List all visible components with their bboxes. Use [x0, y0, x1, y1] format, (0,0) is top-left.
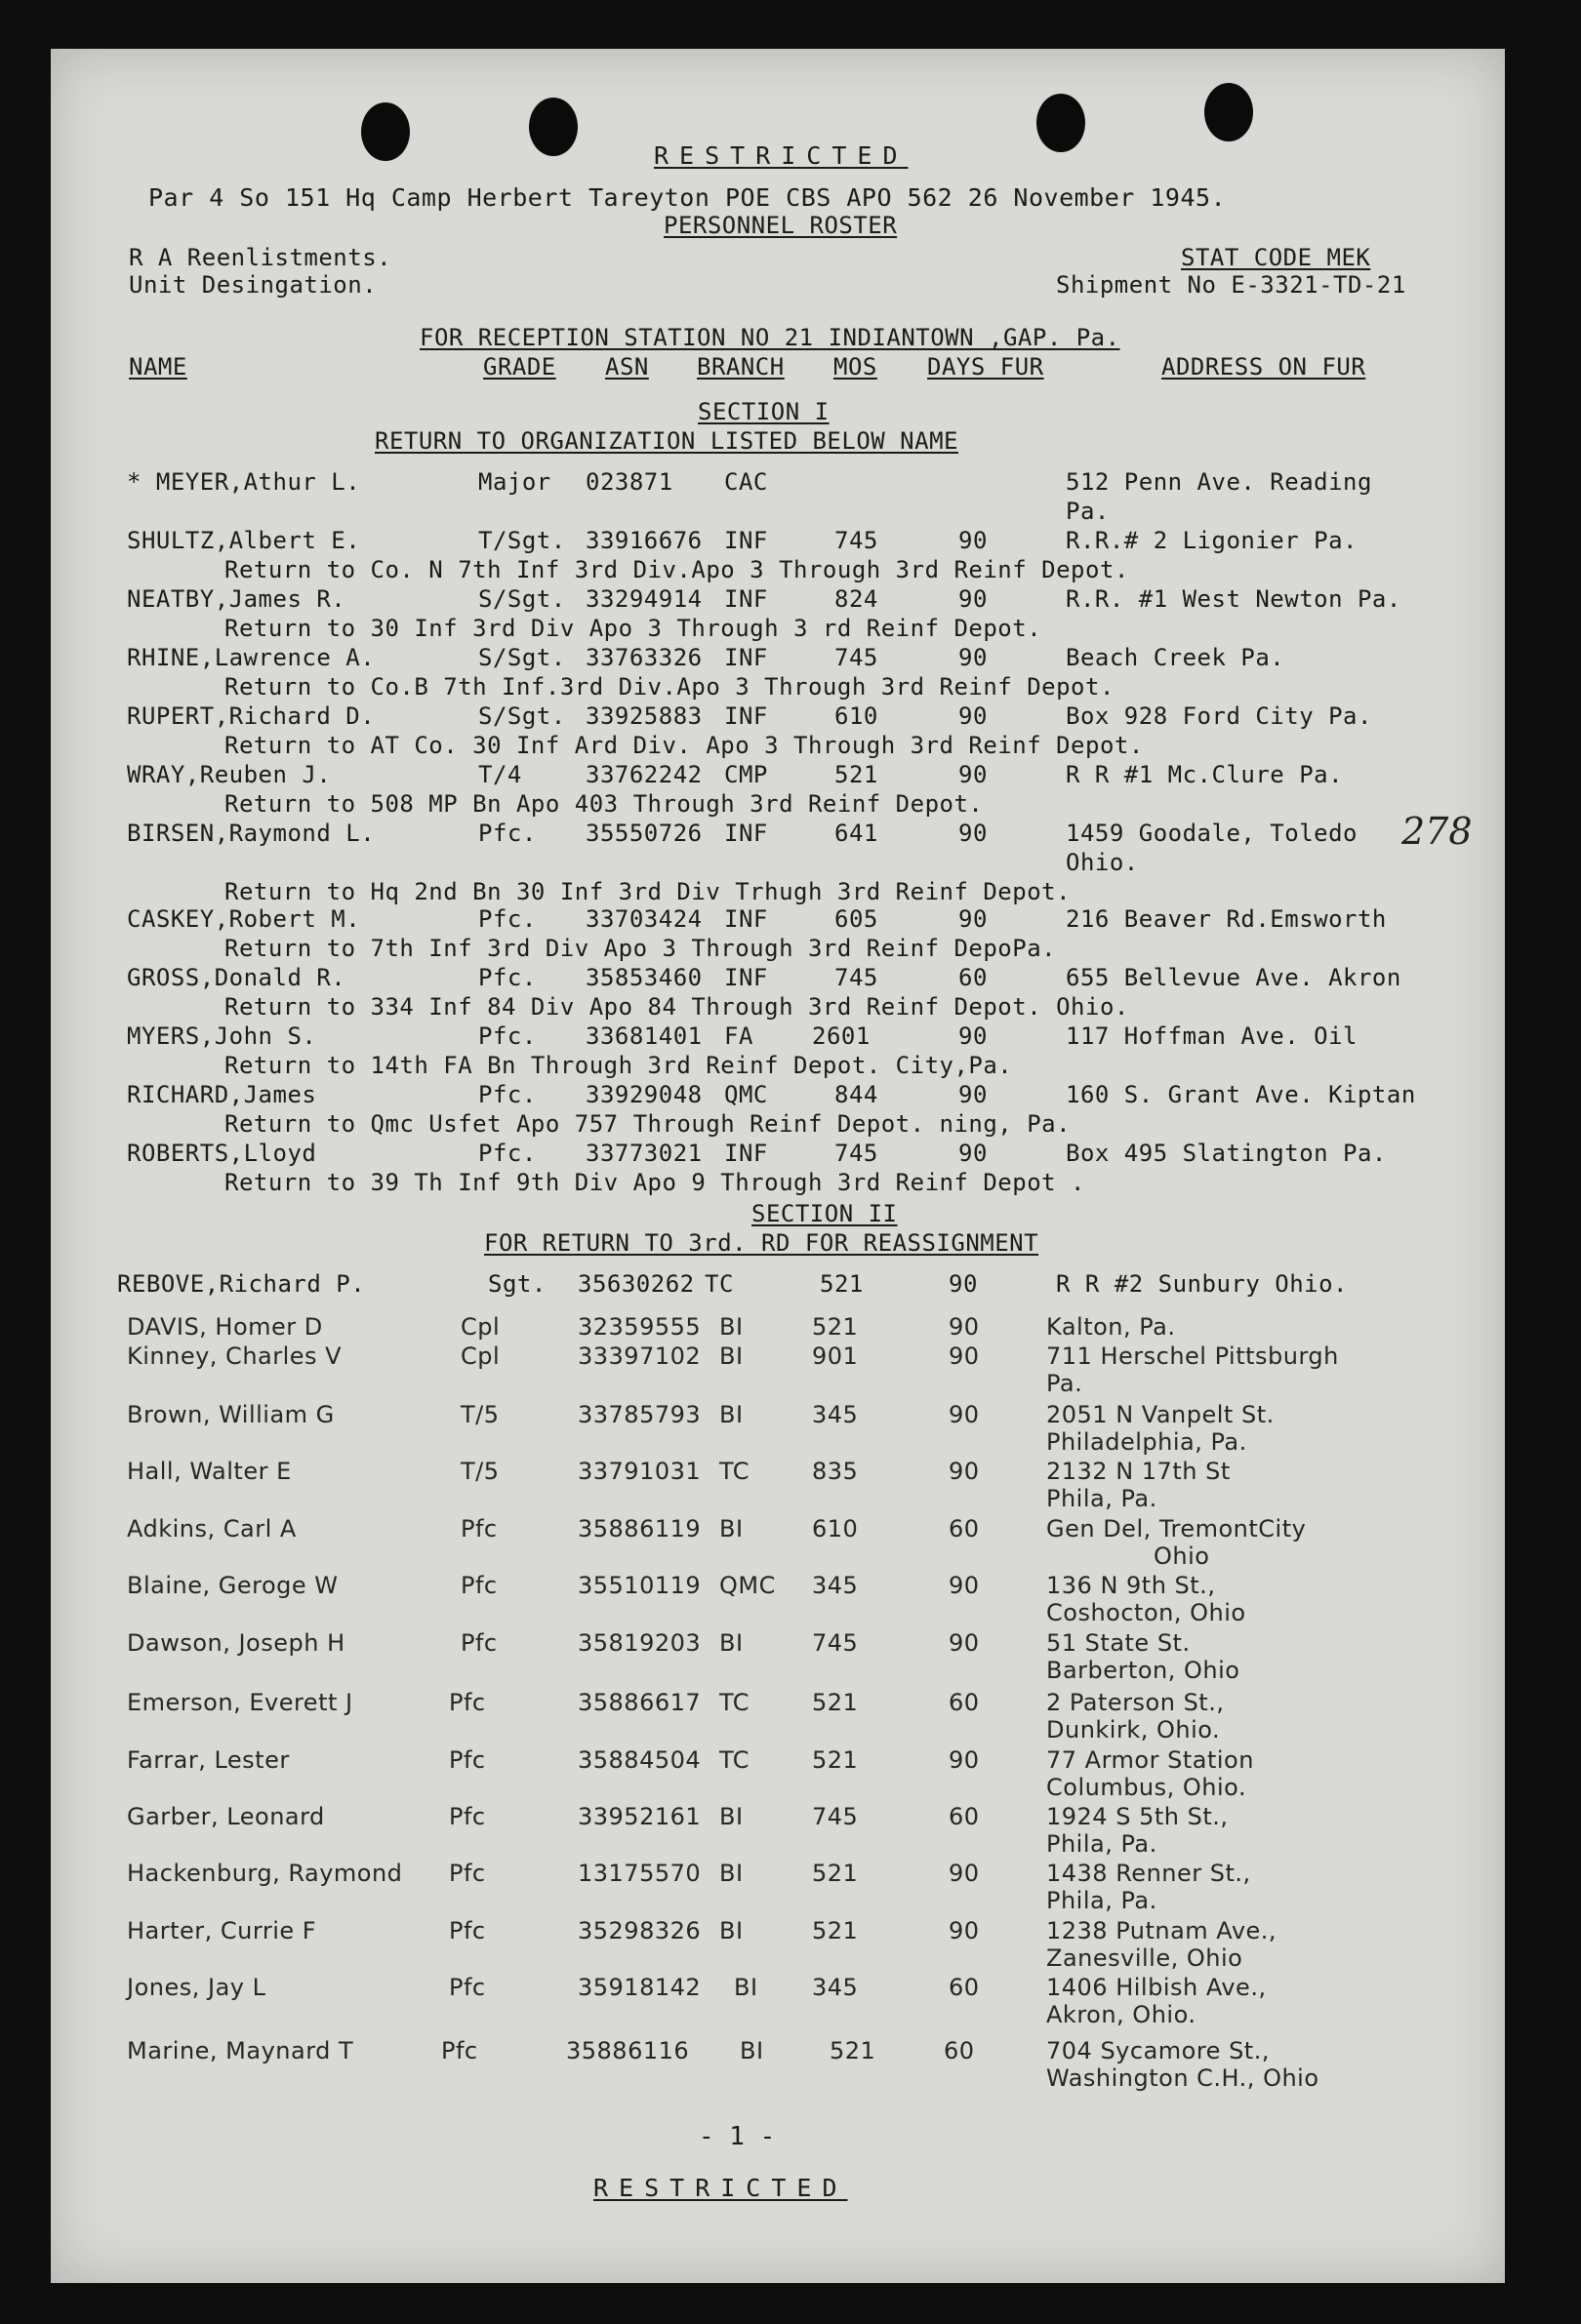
member-address: 117 Hoffman Ave. Oil	[1066, 1022, 1358, 1050]
restricted-header: RESTRICTED	[654, 141, 909, 170]
member-name: ROBERTS,Lloyd	[127, 1140, 317, 1167]
roster-row	[51, 1919, 1505, 1978]
member-address: R.R.# 2 Ligonier Pa.	[1066, 527, 1358, 554]
punch-hole	[529, 98, 578, 156]
member-address: 160 S. Grant Ave. Kiptan	[1066, 1081, 1416, 1108]
member-grade: Pfc.	[478, 964, 537, 991]
member-days: 60	[949, 1515, 980, 1543]
roster-row	[51, 1976, 1505, 2034]
member-asn: 35298326	[578, 1917, 702, 1944]
unit-designation-label: Unit Desingation.	[129, 271, 378, 299]
member-name: WRAY,Reuben J.	[127, 761, 332, 788]
member-days: 90	[958, 1081, 988, 1108]
reenlistments-label: R A Reenlistments.	[129, 244, 392, 271]
member-grade: Pfc	[449, 1803, 486, 1830]
member-address-line2: Zanesville, Ohio	[1046, 1944, 1243, 1972]
member-days: 90	[958, 1022, 988, 1050]
roster-row	[51, 1403, 1505, 1462]
member-mos: 521	[812, 1917, 859, 1944]
roster-row	[51, 2039, 1505, 2098]
member-grade: Cpl	[461, 1342, 501, 1370]
member-address: 51 State St.	[1046, 1629, 1191, 1657]
member-address: Beach Creek Pa.	[1066, 644, 1285, 671]
column-days-fur: DAYS FUR	[927, 353, 1044, 381]
member-days: 60	[944, 2037, 975, 2064]
member-address-line2: Dunkirk, Ohio.	[1046, 1716, 1221, 1743]
member-grade: Pfc.	[478, 1140, 537, 1167]
roster-row	[51, 966, 1505, 1024]
reception-station: FOR RECEPTION STATION NO 21 INDIANTOWN ,GAP. Pa.	[420, 324, 1120, 351]
member-asn: 13175570	[578, 1860, 702, 1887]
member-mos: 824	[834, 585, 878, 613]
restricted-footer: RESTRICTED	[593, 2174, 848, 2202]
member-grade: Sgt.	[488, 1270, 547, 1298]
member-address: 1924 S 5th St.,	[1046, 1803, 1229, 1830]
member-asn: 35884504	[578, 1746, 702, 1774]
roster-row	[51, 1344, 1505, 1403]
member-address-line2: Pa.	[1066, 498, 1110, 525]
member-days: 90	[958, 1140, 988, 1167]
member-branch: QMC	[719, 1572, 776, 1599]
member-name: Blaine, Geroge W	[127, 1572, 339, 1599]
roster-row	[51, 587, 1505, 646]
member-name: Emerson, Everett J	[127, 1689, 353, 1716]
member-grade: Pfc	[441, 2037, 478, 2064]
member-mos: 610	[812, 1515, 859, 1543]
member-mos: 521	[820, 1270, 864, 1298]
section-2-title: SECTION II	[751, 1200, 898, 1227]
member-name: Adkins, Carl A	[127, 1515, 297, 1543]
member-days: 90	[958, 761, 988, 788]
member-grade: Pfc	[461, 1515, 498, 1543]
document-page	[51, 49, 1505, 2283]
member-address-line2: Barberton, Ohio	[1046, 1657, 1240, 1684]
handwritten-margin-number: 278	[1401, 810, 1473, 853]
member-mos: 521	[812, 1860, 859, 1887]
member-name: Marine, Maynard T	[127, 2037, 354, 2064]
member-days: 90	[949, 1746, 980, 1774]
member-asn: 35630262	[578, 1270, 695, 1298]
member-grade: Pfc	[449, 1746, 486, 1774]
return-instruction: Return to 334 Inf 84 Div Apo 84 Through 3rd Reinf Depot. Ohio.	[224, 993, 1129, 1021]
member-days: 90	[958, 644, 988, 671]
member-days: 90	[958, 527, 988, 554]
member-mos: 745	[812, 1629, 859, 1657]
member-days: 90	[949, 1572, 980, 1599]
column-grade: GRADE	[483, 353, 556, 381]
member-grade: Major	[478, 468, 551, 496]
roster-title: PERSONNEL ROSTER	[664, 212, 898, 239]
member-grade: Pfc.	[478, 820, 537, 847]
roster-row	[51, 1805, 1505, 1863]
column-asn: ASN	[605, 353, 649, 381]
member-name: Hackenburg, Raymond	[127, 1860, 403, 1887]
member-asn: 33703424	[586, 905, 703, 933]
member-name: MYERS,John S.	[127, 1022, 317, 1050]
member-address: Box 495 Slatington Pa.	[1066, 1140, 1387, 1167]
return-instruction: Return to 508 MP Bn Apo 403 Through 3rd Reinf Depot.	[224, 790, 984, 818]
roster-row	[51, 1024, 1505, 1083]
roster-row	[51, 1691, 1505, 1749]
member-address-line2: Pa.	[1046, 1370, 1083, 1397]
return-instruction: Return to Qmc Usfet Apo 757 Through Reinf Depot. ning, Pa.	[224, 1110, 1072, 1138]
member-asn: 33397102	[578, 1342, 702, 1370]
member-days: 60	[958, 964, 988, 991]
member-branch: CMP	[724, 761, 768, 788]
roster-row	[51, 1748, 1505, 1807]
member-grade: Pfc.	[478, 1081, 537, 1108]
roster-row	[51, 763, 1505, 821]
member-grade: T/5	[461, 1401, 500, 1428]
member-address: Box 928 Ford City Pa.	[1066, 702, 1372, 730]
member-mos: 641	[834, 820, 878, 847]
punch-hole	[1036, 94, 1085, 152]
member-asn: 35853460	[586, 964, 703, 991]
order-line: Par 4 So 151 Hq Camp Herbert Tareyton POE CBS APO 562 26 November 1945.	[148, 183, 1227, 212]
member-days: 90	[958, 905, 988, 933]
roster-row	[51, 1460, 1505, 1518]
member-address: 77 Armor Station	[1046, 1746, 1254, 1774]
member-mos: 345	[812, 1572, 859, 1599]
member-name: SHULTZ,Albert E.	[127, 527, 361, 554]
roster-row	[51, 1574, 1505, 1632]
member-address-line2: Coshocton, Ohio	[1046, 1599, 1246, 1626]
member-grade: Pfc	[449, 1860, 486, 1887]
member-mos: 745	[834, 964, 878, 991]
member-address: 512 Penn Ave. Reading	[1066, 468, 1372, 496]
member-branch: INF	[724, 702, 768, 730]
member-branch: BI	[719, 1515, 744, 1543]
member-grade: T/4	[478, 761, 522, 788]
member-days: 90	[949, 1860, 980, 1887]
member-name: Harter, Currie F	[127, 1917, 317, 1944]
member-asn: 35550726	[586, 820, 703, 847]
member-grade: Pfc	[449, 1689, 486, 1716]
roster-row	[51, 907, 1505, 966]
page-number: - 1 -	[699, 2122, 776, 2151]
member-asn: 35918142	[578, 1974, 702, 2001]
member-asn: 33916676	[586, 527, 703, 554]
member-branch: INF	[724, 964, 768, 991]
member-branch: BI	[719, 1342, 744, 1370]
member-asn: 33773021	[586, 1140, 703, 1167]
stat-code: STAT CODE MEK	[1181, 244, 1371, 271]
member-mos: 521	[812, 1313, 859, 1341]
member-days: 90	[949, 1917, 980, 1944]
member-branch: INF	[724, 644, 768, 671]
member-asn: 023871	[586, 468, 673, 496]
member-branch: CAC	[724, 468, 768, 496]
member-mos: 745	[812, 1803, 859, 1830]
member-branch: INF	[724, 527, 768, 554]
roster-row	[51, 821, 1505, 909]
member-address: 1406 Hilbish Ave.,	[1046, 1974, 1267, 2001]
member-grade: Pfc	[449, 1974, 486, 2001]
return-instruction: Return to 7th Inf 3rd Div Apo 3 Through 3rd Reinf DepoPa.	[224, 935, 1057, 962]
member-name: DAVIS, Homer D	[127, 1313, 323, 1341]
section-2-subtitle: FOR RETURN TO 3rd. RD FOR REASSIGNMENT	[484, 1229, 1039, 1257]
column-address: ADDRESS ON FUR	[1161, 353, 1366, 381]
member-days: 60	[949, 1974, 980, 2001]
member-branch: INF	[724, 820, 768, 847]
member-address: 1238 Putnam Ave.,	[1046, 1917, 1277, 1944]
member-asn: 33681401	[586, 1022, 703, 1050]
member-name: Jones, Jay L	[127, 1974, 266, 2001]
member-grade: Pfc	[461, 1629, 498, 1657]
member-grade: S/Sgt.	[478, 644, 566, 671]
member-address: 216 Beaver Rd.Emsworth	[1066, 905, 1387, 933]
member-mos: 521	[834, 761, 878, 788]
member-mos: 610	[834, 702, 878, 730]
member-mos: 345	[812, 1401, 859, 1428]
member-days: 90	[949, 1313, 980, 1341]
member-address-line2: Phila, Pa.	[1046, 1830, 1157, 1858]
member-branch: BI	[719, 1401, 744, 1428]
column-name: NAME	[129, 353, 187, 381]
section-1-subtitle: RETURN TO ORGANIZATION LISTED BELOW NAME	[375, 427, 958, 455]
member-mos: 835	[812, 1458, 859, 1485]
member-days: 90	[958, 702, 988, 730]
member-name: Kinney, Charles V	[127, 1342, 343, 1370]
member-name: RUPERT,Richard D.	[127, 702, 376, 730]
return-instruction: Return to Hq 2nd Bn 30 Inf 3rd Div Trhugh 3rd Reinf Depot.	[224, 878, 1072, 905]
roster-row	[51, 470, 1505, 529]
member-address: 1438 Renner St.,	[1046, 1860, 1251, 1887]
member-asn: 35886116	[566, 2037, 690, 2064]
member-grade: S/Sgt.	[478, 702, 566, 730]
member-mos: 345	[812, 1974, 859, 2001]
member-name: BIRSEN,Raymond L.	[127, 820, 376, 847]
member-grade: S/Sgt.	[478, 585, 566, 613]
member-grade: Pfc.	[478, 1022, 537, 1050]
member-grade: T/5	[461, 1458, 500, 1485]
roster-row	[51, 646, 1505, 704]
member-days: 90	[949, 1401, 980, 1428]
member-address: 655 Bellevue Ave. Akron	[1066, 964, 1401, 991]
member-days: 60	[949, 1803, 980, 1830]
member-branch: TC	[705, 1270, 734, 1298]
member-address: 711 Herschel Pittsburgh	[1046, 1342, 1339, 1370]
return-instruction: Return to Co. N 7th Inf 3rd Div.Apo 3 Through 3rd Reinf Depot.	[224, 556, 1129, 583]
member-days: 90	[949, 1342, 980, 1370]
member-days: 90	[958, 585, 988, 613]
member-name: CASKEY,Robert M.	[127, 905, 361, 933]
member-branch: BI	[719, 1629, 744, 1657]
roster-row	[51, 704, 1505, 763]
member-asn: 33952161	[578, 1803, 702, 1830]
member-address: 2 Paterson St.,	[1046, 1689, 1225, 1716]
member-branch: BI	[719, 1313, 744, 1341]
member-asn: 35510119	[578, 1572, 702, 1599]
column-mos: MOS	[833, 353, 877, 381]
member-asn: 33294914	[586, 585, 703, 613]
member-mos: 745	[834, 1140, 878, 1167]
member-name: Farrar, Lester	[127, 1746, 290, 1774]
member-address: 1459 Goodale, Toledo	[1066, 820, 1358, 847]
member-grade: Pfc	[461, 1572, 498, 1599]
member-asn: 35886617	[578, 1689, 702, 1716]
shipment-number: Shipment No E-3321-TD-21	[1056, 271, 1406, 299]
member-asn: 33762242	[586, 761, 703, 788]
member-days: 90	[958, 820, 988, 847]
roster-row	[51, 1083, 1505, 1142]
member-name: RICHARD,James	[127, 1081, 317, 1108]
member-grade: Pfc.	[478, 905, 537, 933]
member-grade: T/Sgt.	[478, 527, 566, 554]
member-address-line2: Columbus, Ohio.	[1046, 1774, 1247, 1801]
member-branch: BI	[719, 1917, 744, 1944]
member-name: GROSS,Donald R.	[127, 964, 346, 991]
member-grade: Cpl	[461, 1313, 501, 1341]
section-1-title: SECTION I	[698, 398, 830, 425]
member-branch: FA	[724, 1022, 753, 1050]
member-days: 90	[949, 1629, 980, 1657]
member-mos: 521	[812, 1689, 859, 1716]
member-branch: BI	[719, 1860, 744, 1887]
member-address-line2: Ohio	[1154, 1543, 1210, 1570]
member-branch: TC	[719, 1458, 750, 1485]
member-asn: 33791031	[578, 1458, 702, 1485]
member-address: R.R. #1 West Newton Pa.	[1066, 585, 1401, 613]
member-branch: INF	[724, 905, 768, 933]
member-asn: 33929048	[586, 1081, 703, 1108]
member-address: R R #2 Sunbury Ohio.	[1056, 1270, 1348, 1298]
member-address: Kalton, Pa.	[1046, 1313, 1176, 1341]
member-branch: TC	[719, 1746, 750, 1774]
member-branch: BI	[719, 1803, 744, 1830]
member-days: 90	[949, 1270, 978, 1298]
member-grade: Pfc	[449, 1917, 486, 1944]
member-asn: 32359555	[578, 1313, 702, 1341]
return-instruction: Return to AT Co. 30 Inf Ard Div. Apo 3 Through 3rd Reinf Depot.	[224, 732, 1144, 759]
member-asn: 35886119	[578, 1515, 702, 1543]
member-name: NEATBY,James R.	[127, 585, 346, 613]
member-name: Brown, William G	[127, 1401, 335, 1428]
member-address: 2051 N Vanpelt St.	[1046, 1401, 1275, 1428]
return-instruction: Return to 30 Inf 3rd Div Apo 3 Through 3 rd Reinf Depot.	[224, 615, 1042, 642]
member-branch: TC	[719, 1689, 750, 1716]
member-asn: 33763326	[586, 644, 703, 671]
member-mos: 844	[834, 1081, 878, 1108]
member-name: REBOVE,Richard P.	[117, 1270, 366, 1298]
roster-row	[51, 1862, 1505, 1920]
punch-hole	[361, 102, 410, 161]
roster-row	[51, 529, 1505, 587]
member-branch: BI	[740, 2037, 764, 2064]
member-mos: 521	[812, 1746, 859, 1774]
roster-row	[51, 1517, 1505, 1576]
member-branch: BI	[734, 1974, 758, 2001]
roster-row	[51, 1631, 1505, 1690]
member-mos: 2601	[812, 1022, 871, 1050]
member-name: Garber, Leonard	[127, 1803, 325, 1830]
member-name: Dawson, Joseph H	[127, 1629, 345, 1657]
member-asn: 35819203	[578, 1629, 702, 1657]
member-address-line2: Akron, Ohio.	[1046, 2001, 1196, 2028]
punch-hole	[1204, 83, 1253, 141]
member-days: 90	[949, 1458, 980, 1485]
member-mos: 745	[834, 644, 878, 671]
member-mos: 901	[812, 1342, 859, 1370]
member-branch: INF	[724, 585, 768, 613]
member-days: 60	[949, 1689, 980, 1716]
member-mos: 521	[830, 2037, 876, 2064]
member-asn: 33925883	[586, 702, 703, 730]
member-address: 704 Sycamore St.,	[1046, 2037, 1270, 2064]
column-branch: BRANCH	[697, 353, 785, 381]
member-asn: 33785793	[578, 1401, 702, 1428]
member-branch: INF	[724, 1140, 768, 1167]
member-address: Gen Del, TremontCity	[1046, 1515, 1307, 1543]
return-instruction: Return to 14th FA Bn Through 3rd Reinf Depot. City,Pa.	[224, 1052, 1013, 1079]
return-instruction: Return to 39 Th Inf 9th Div Apo 9 Through 3rd Reinf Depot .	[224, 1169, 1086, 1196]
member-name: * MEYER,Athur L.	[127, 468, 361, 496]
member-address-line2: Phila, Pa.	[1046, 1485, 1157, 1512]
member-address-line2: Ohio.	[1066, 849, 1139, 876]
member-address: R R #1 Mc.Clure Pa.	[1066, 761, 1344, 788]
member-address-line2: Philadelphia, Pa.	[1046, 1428, 1247, 1456]
return-instruction: Return to Co.B 7th Inf.3rd Div.Apo 3 Through 3rd Reinf Depot.	[224, 673, 1115, 701]
member-address-line2: Phila, Pa.	[1046, 1887, 1157, 1914]
member-name: Hall, Walter E	[127, 1458, 292, 1485]
member-mos: 605	[834, 905, 878, 933]
roster-row	[51, 1142, 1505, 1200]
member-mos: 745	[834, 527, 878, 554]
member-address: 2132 N 17th St	[1046, 1458, 1231, 1485]
member-branch: QMC	[724, 1081, 768, 1108]
member-address-line2: Washington C.H., Ohio	[1046, 2064, 1319, 2092]
member-name: RHINE,Lawrence A.	[127, 644, 376, 671]
member-address: 136 N 9th St.,	[1046, 1572, 1216, 1599]
